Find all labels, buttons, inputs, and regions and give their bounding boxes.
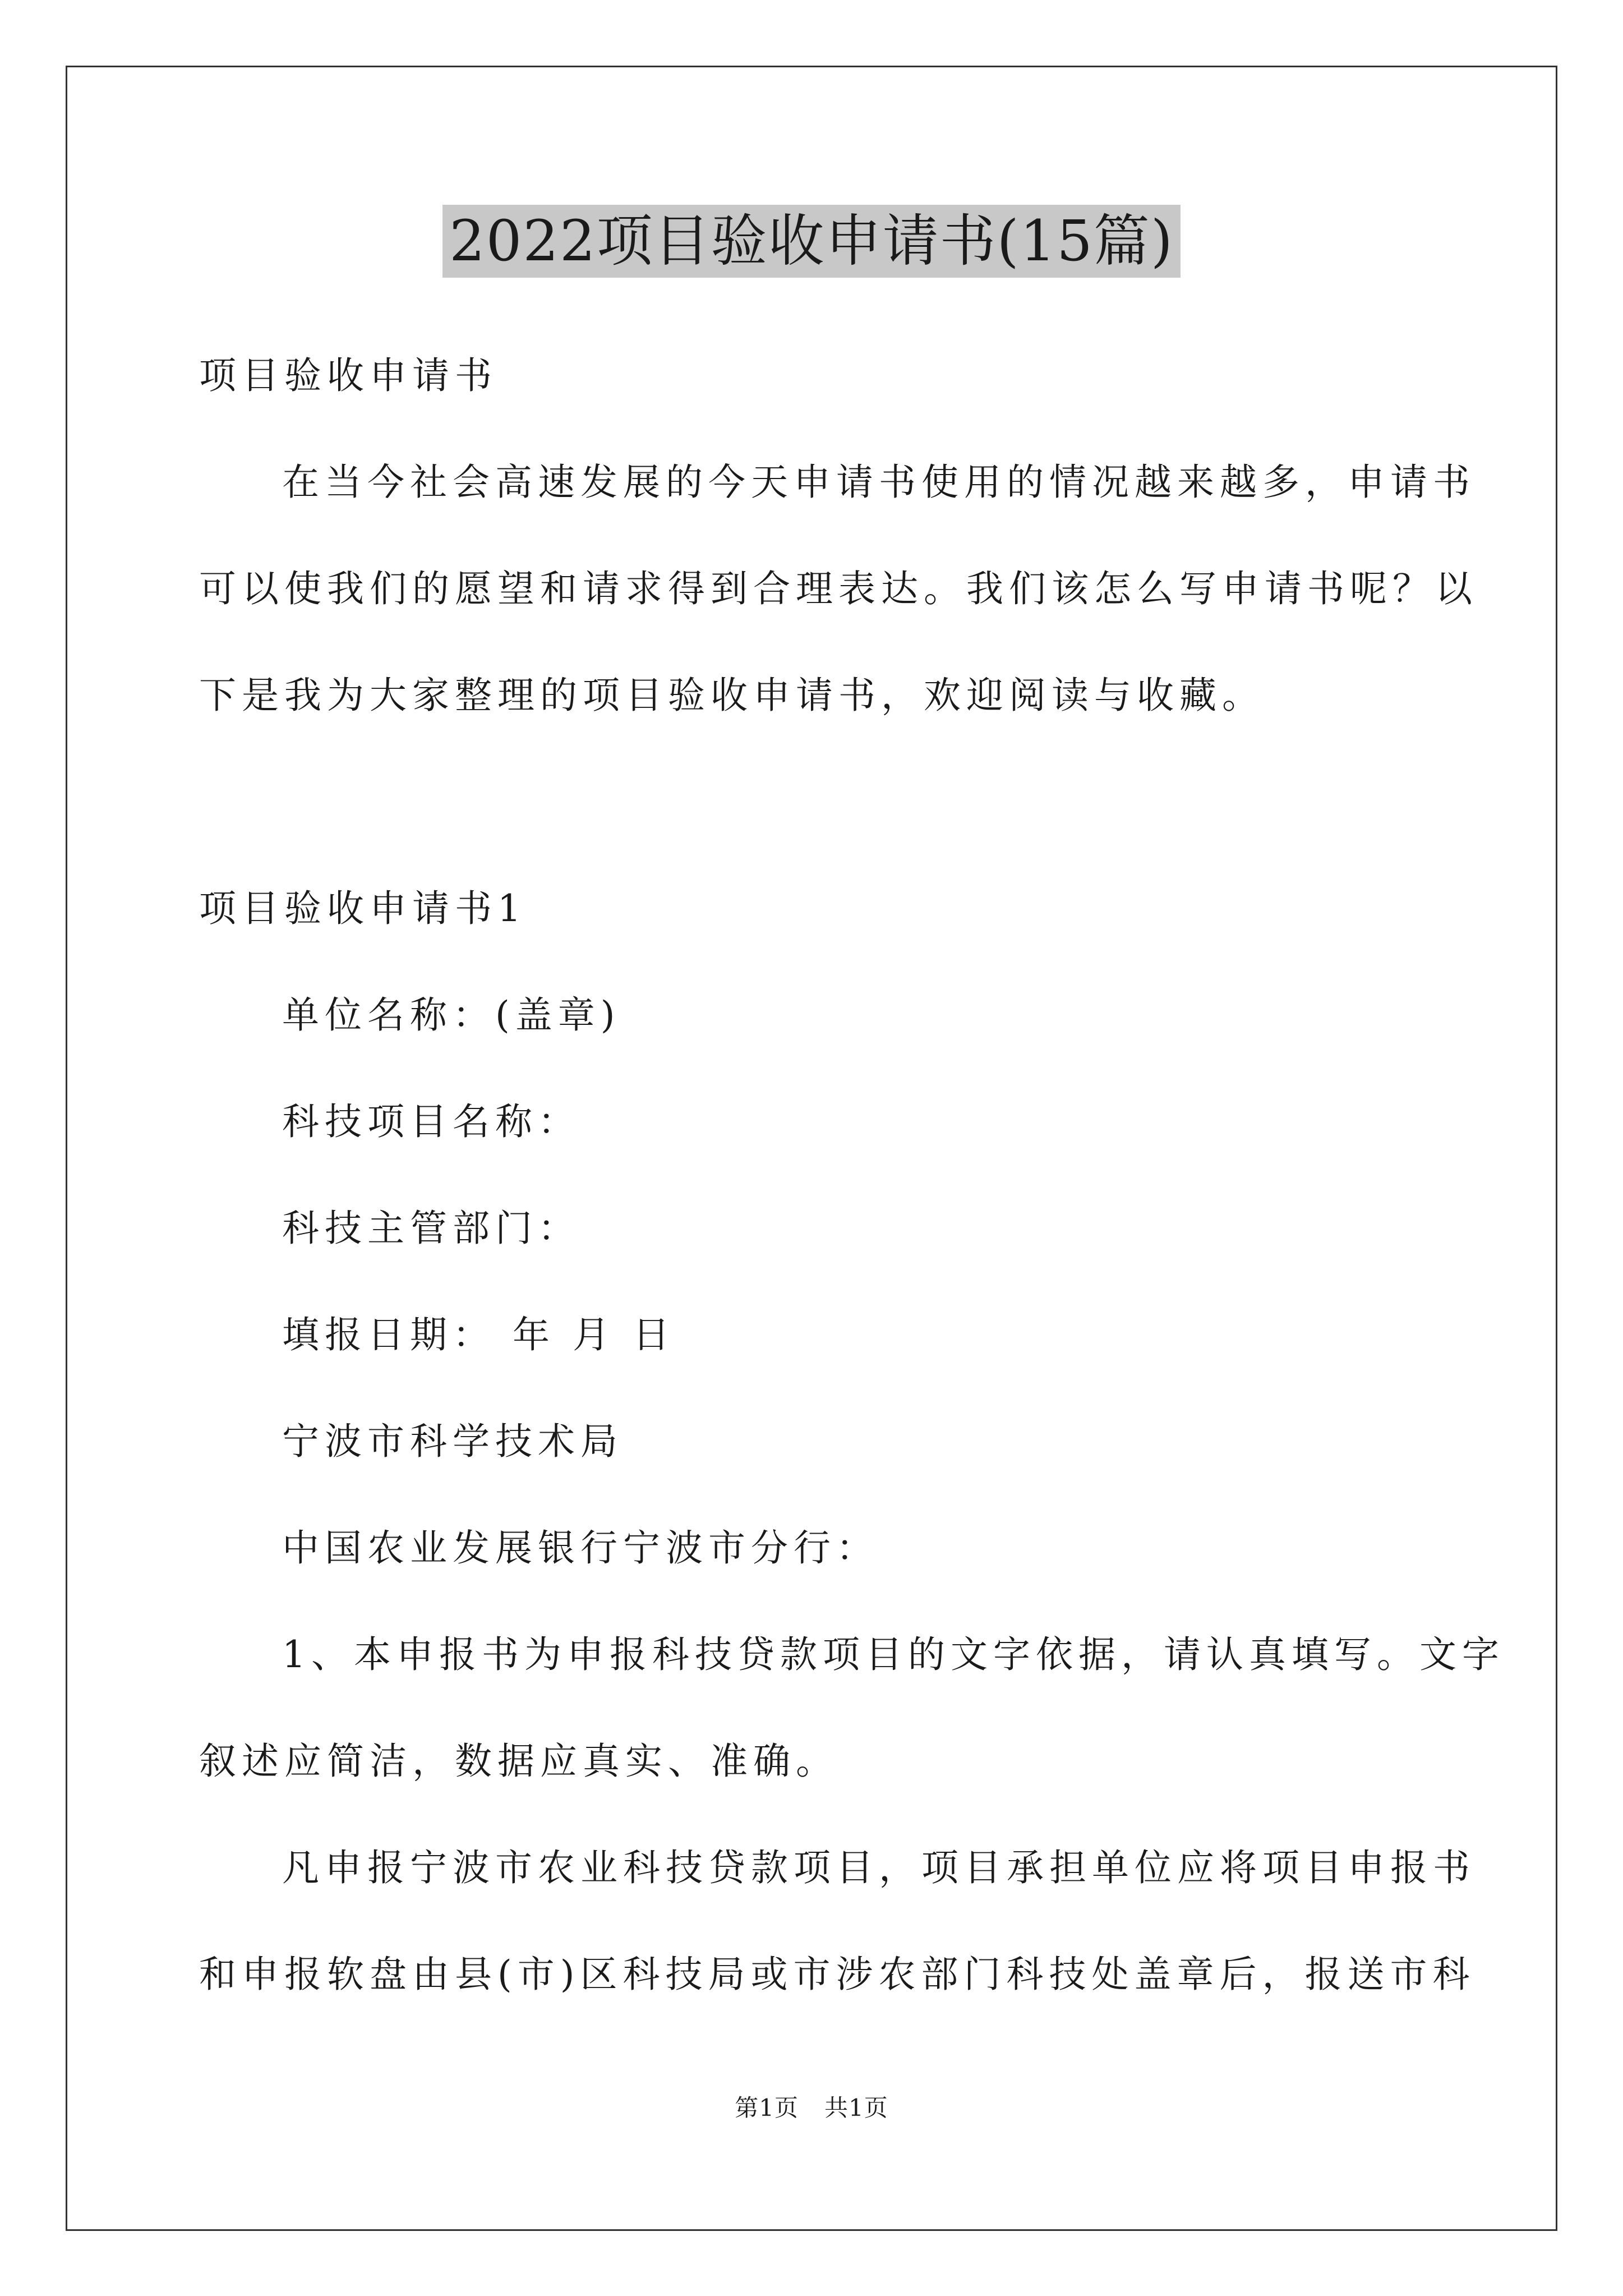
- section-heading: 项目验收申请书1: [199, 887, 527, 930]
- intro-paragraph-line: 在当今社会高速发展的今天申请书使用的情况越来越多，申请书: [282, 461, 1476, 504]
- form-field-department: 科技主管部门：: [282, 1207, 580, 1250]
- form-field-project-name: 科技项目名称：: [282, 1100, 580, 1143]
- form-field-date: 填报日期： 年 月 日: [282, 1313, 675, 1356]
- page-number: 第1页: [735, 2094, 799, 2122]
- note-paragraph-line: 凡申报宁波市农业科技贷款项目，项目承担单位应将项目申报书: [282, 1846, 1476, 1889]
- page-footer: [0, 2091, 1623, 2125]
- page-total: 共1页: [824, 2094, 888, 2122]
- intro-paragraph-line: 可以使我们的愿望和请求得到合理表达。我们该怎么写申请书呢？以: [199, 567, 1478, 610]
- issuer-bureau: 宁波市科学技术局: [282, 1420, 623, 1463]
- intro-heading: 项目验收申请书: [199, 354, 497, 397]
- intro-paragraph-line: 下是我为大家整理的项目验收申请书，欢迎阅读与收藏。: [199, 674, 1265, 717]
- document-title: 2022项目验收申请书(15篇): [442, 205, 1181, 278]
- note-paragraph-line: 1、本申报书为申报科技贷款项目的文字依据，请认真填写。文字: [282, 1633, 1505, 1676]
- title-container: [0, 205, 1623, 278]
- form-field-unit-name: 单位名称：(盖章): [282, 993, 621, 1037]
- note-paragraph-line: 叙述应简洁，数据应真实、准确。: [199, 1740, 838, 1783]
- note-paragraph-line: 和申报软盘由县(市)区科技局或市涉农部门科技处盖章后，报送市科: [199, 1953, 1476, 1996]
- issuer-bank: 中国农业发展银行宁波市分行：: [282, 1526, 879, 1570]
